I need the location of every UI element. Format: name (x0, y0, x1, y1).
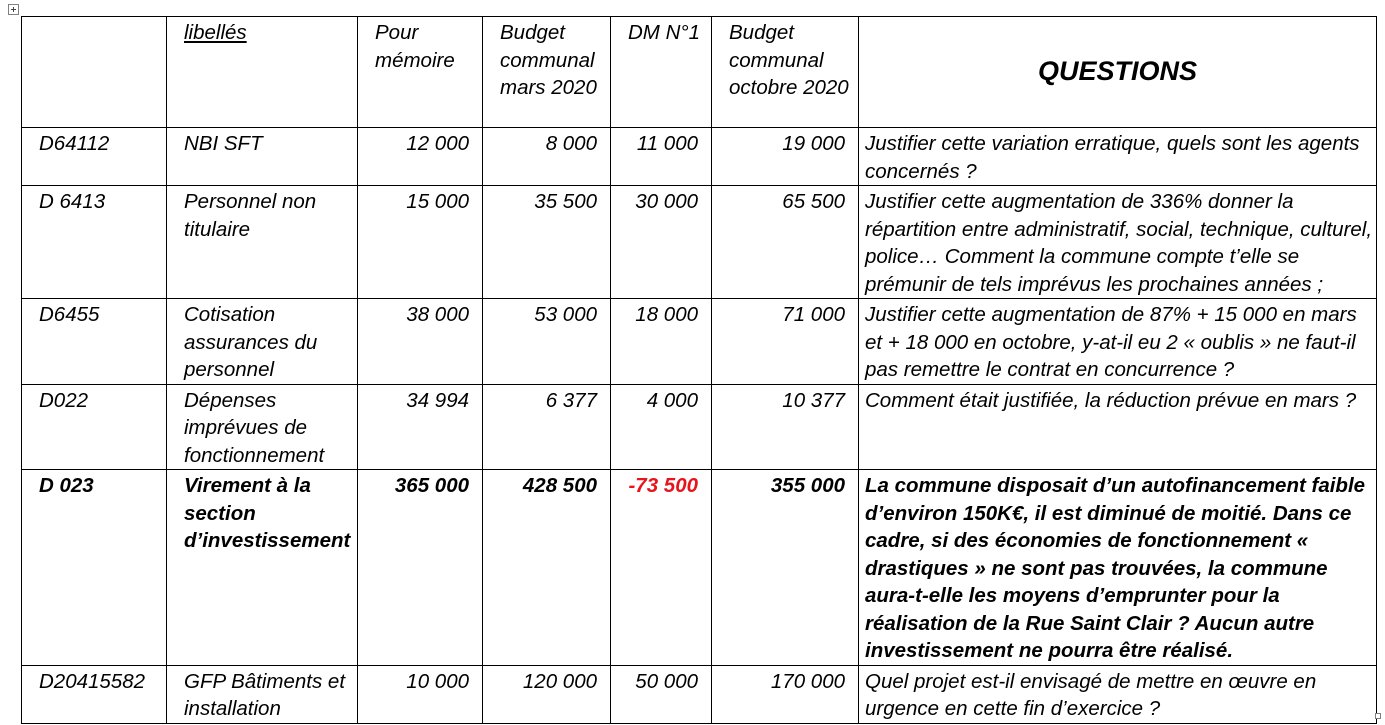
cell-libelle: GFP Bâtiments et installation (167, 665, 358, 723)
cell-budget-mars: 8 000 (483, 128, 611, 186)
cell-code: D20415582 (22, 665, 167, 723)
cell-libelle: Dépenses imprévues de fonctionnement (167, 384, 358, 470)
header-libelles (167, 17, 358, 128)
cell-pour-memoire: 12 000 (358, 128, 483, 186)
cell-budget-mars: 53 000 (483, 299, 611, 385)
cell-budget-octobre: 19 000 (712, 128, 859, 186)
cell-budget-octobre: 355 000 (712, 470, 859, 666)
cell-code: D6455 (22, 299, 167, 385)
table-row (22, 665, 1377, 723)
table-row (22, 299, 1377, 385)
cell-libelle: Virement à la section d’investissement (167, 470, 358, 666)
header-pour-memoire: Pour mémoire (358, 17, 483, 128)
cell-dm1: 11 000 (611, 128, 712, 186)
cell-libelle: Personnel non titulaire (167, 186, 358, 299)
cell-libelle: NBI SFT (167, 128, 358, 186)
cell-code: D64112 (22, 128, 167, 186)
cell-question: Comment était justifiée, la réduction prévue en mars ? (859, 384, 1377, 470)
table-row (22, 128, 1377, 186)
cell-budget-octobre: 170 000 (712, 665, 859, 723)
cell-budget-octobre: 10 377 (712, 384, 859, 470)
cell-dm1: 50 000 (611, 665, 712, 723)
table-move-handle[interactable] (8, 4, 19, 15)
table-row (22, 470, 1377, 666)
cell-budget-octobre: 65 500 (712, 186, 859, 299)
cell-budget-mars: 6 377 (483, 384, 611, 470)
header-budget-mars: Budget communal mars 2020 (483, 17, 611, 128)
cell-pour-memoire: 38 000 (358, 299, 483, 385)
cell-question: Quel projet est-il envisagé de mettre en œuvre en urgence en cette fin d’exercice ? (859, 665, 1377, 723)
cell-dm1: 30 000 (611, 186, 712, 299)
cell-pour-memoire: 10 000 (358, 665, 483, 723)
table-resize-handle[interactable] (1375, 713, 1381, 719)
cell-dm1-negative: -73 500 (611, 470, 712, 666)
cell-budget-mars: 428 500 (483, 470, 611, 666)
header-row (22, 17, 1377, 128)
budget-table (21, 16, 1377, 724)
cell-dm1: 4 000 (611, 384, 712, 470)
table-row (22, 186, 1377, 299)
header-budget-octobre: Budget communal octobre 2020 (712, 17, 859, 128)
cell-pour-memoire: 34 994 (358, 384, 483, 470)
cell-budget-octobre: 71 000 (712, 299, 859, 385)
cell-budget-mars: 35 500 (483, 186, 611, 299)
cell-pour-memoire: 365 000 (358, 470, 483, 666)
cell-question: Justifier cette augmentation de 336% donner la répartition entre administratif, social, technique, culturel, police… Comment la commune compte t’elle se prémunir de tels imprévus les prochaines années ; (859, 186, 1377, 299)
cell-libelle: Cotisation assurances du personnel (167, 299, 358, 385)
cell-code: D022 (22, 384, 167, 470)
header-code (22, 17, 167, 128)
cell-question: Justifier cette augmentation de 87% + 15 000 en mars et + 18 000 en octobre, y-at-il eu 2 « oublis » ne faut-il pas remettre le contrat en concurrence ? (859, 299, 1377, 385)
table-row (22, 384, 1377, 470)
cell-question: La commune disposait d’un autofinancement faible d’environ 150K€, il est diminué de moitié. Dans ce cadre, si des économies de fonctionnement « drastiques » ne sont pas trouvées, la commune aura-t-elle les moyens d’emprunter pour la réalisation de la Rue Saint Clair ? Aucun autre investissement ne pourra être réalisé. (859, 470, 1377, 666)
libelles-label: libellés (184, 21, 247, 44)
header-dm1: DM N°1 (611, 17, 712, 128)
cell-pour-memoire: 15 000 (358, 186, 483, 299)
cell-code: D 023 (22, 470, 167, 666)
cell-code: D 6413 (22, 186, 167, 299)
cell-budget-mars: 120 000 (483, 665, 611, 723)
header-questions: QUESTIONS (859, 17, 1377, 128)
cell-dm1: 18 000 (611, 299, 712, 385)
cell-question: Justifier cette variation erratique, quels sont les agents concernés ? (859, 128, 1377, 186)
